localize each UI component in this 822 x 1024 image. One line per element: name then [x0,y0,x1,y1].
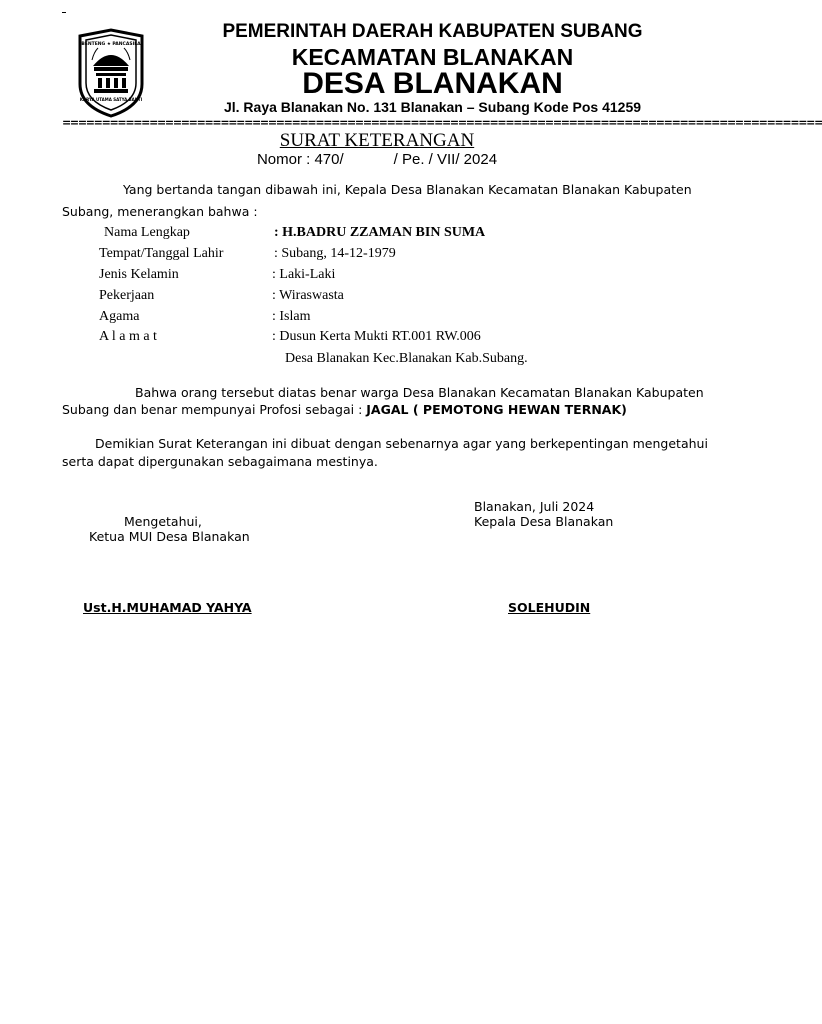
statement-line-2-text: Subang dan benar mempunyai Profosi sebagai : [62,402,367,417]
closing-line-2: serta dapat dipergunakan sebagaimana mestinya. [62,454,378,469]
signer-right-title: Kepala Desa Blanakan [474,514,614,529]
signer-left-title: Ketua MUI Desa Blanakan [89,529,250,544]
divider-text: ================================================================================================ [62,116,822,129]
signer-right-name: SOLEHUDIN [508,600,591,615]
intro-line-1: Yang bertanda tangan dibawah ini, Kepala Desa Blanakan Kecamatan Blanakan Kabupaten [123,182,692,197]
field-value-pekerjaan: : Wiraswasta [272,288,344,303]
place-date: Blanakan, Juli 2024 [474,499,595,514]
signer-left-name: Ust.H.MUHAMAD YAHYA [83,600,252,615]
field-value-ttl: : Subang, 14-12-1979 [274,246,396,261]
field-label-agama: Agama [99,309,140,324]
field-value-jenis-kelamin: : Laki-Laki [272,267,336,282]
letterhead-divider [62,116,822,129]
subang-regency-emblem-icon [70,26,152,118]
statement-line-1: Bahwa orang tersebut diatas benar warga Desa Blanakan Kecamatan Blanakan Kabupaten [135,385,704,400]
letterhead-address: Jl. Raya Blanakan No. 131 Blanakan – Subang Kode Pos 41259 [223,99,642,115]
letterhead-district: KECAMATAN BLANAKAN [291,44,574,70]
profession: JAGAL ( PEMOTONG HEWAN TERNAK) [366,402,627,417]
field-label-jenis-kelamin: Jenis Kelamin [99,267,179,282]
letter-number-suffix: / Pe. / VII/ 2024 [393,151,498,168]
stray-mark [62,12,66,13]
statement-line-2 [62,402,627,417]
signer-left-known: Mengetahui, [124,514,202,529]
closing-line-1: Demikian Surat Keterangan ini dibuat dengan sebenarnya agar yang berkepentingan mengetahui [95,436,708,451]
svg-text:KARYA UTAMA SATYA BAKTI: KARYA UTAMA SATYA BAKTI [79,97,143,102]
field-value-alamat-1: : Dusun Kerta Mukti RT.001 RW.006 [272,329,481,344]
field-value-nama: : H.BADRU ZZAMAN BIN SUMA [274,225,486,240]
letterhead-village: DESA BLANAKAN [302,67,563,100]
letterhead-government: PEMERINTAH DAERAH KABUPATEN SUBANG [222,21,643,42]
field-label-ttl: Tempat/Tanggal Lahir [99,246,224,261]
letter-number-label: Nomor : 470/ [256,151,344,168]
field-label-pekerjaan: Pekerjaan [99,288,155,303]
field-value-alamat-2: Desa Blanakan Kec.Blanakan Kab.Subang. [285,351,528,366]
intro-line-2: Subang, menerangkan bahwa : [62,204,258,219]
field-label-alamat: A l a m a t [99,329,157,344]
letter-title: SURAT KETERANGAN [279,130,475,151]
svg-text:BENTENG ★ PANCASILA: BENTENG ★ PANCASILA [81,42,141,47]
letter-number [62,151,692,168]
field-value-agama: : Islam [272,309,311,324]
field-label-nama: Nama Lengkap [104,225,190,240]
